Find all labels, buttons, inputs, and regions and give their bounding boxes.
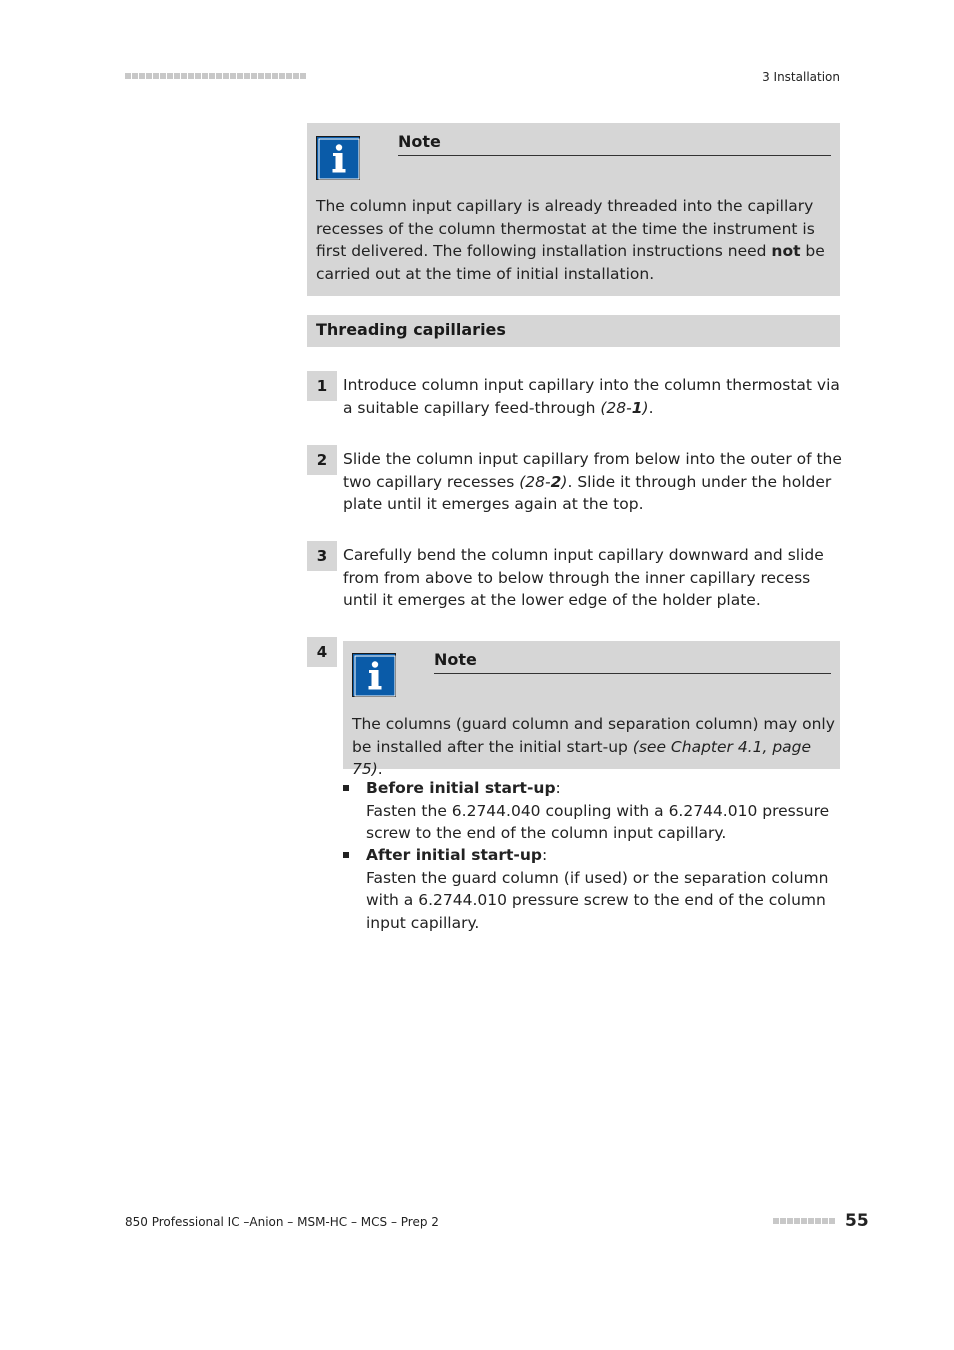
section-title: Threading capillaries [316,320,506,339]
step-number-2: 2 [307,445,337,475]
info-icon [352,653,396,697]
note-title-rule [434,673,831,674]
note-text: The column input capillary is already threaded into the capillary recesses of the column thermostat at the time the instrument is first delivered. The following installation instructions need not be carried out at the time of initial installation. [316,197,825,283]
bullet-item-after-startup: After initial start-up: Fasten the guard column (if used) or the separation column with a 6.2744.010 pressure screw to the end of the column input capillary. [366,846,829,932]
bullet-item-before-startup: Before initial start-up: Fasten the 6.2744.040 coupling with a 6.2744.010 pressure screw to the end of the column input capillary. [366,779,830,842]
note-text: The columns (guard column and separation column) may only be installed after the initial start-up (see Chapter 4.1, page 75). [352,715,835,778]
page-number: 55 [845,1211,869,1231]
footer-doc-title: 850 Professional IC –Anion – MSM-HC – MCS – Prep 2 [125,1215,439,1229]
section-heading-bar [307,315,840,347]
step-text-2: Slide the column input capillary from below into the outer of the two capillary recesses (28-2). Slide it through under the holder plate until it emerges again at the top. [343,450,842,513]
step-number-4: 4 [307,637,337,667]
header-section-label: 3 Installation [762,70,840,84]
step-number-3: 3 [307,541,337,571]
note-title-rule [398,155,831,156]
note-box-1 [307,123,840,296]
step-number-1: 1 [307,371,337,401]
footer-decoration [773,1218,835,1224]
step-text-1: Introduce column input capillary into the column thermostat via a suitable capillary feed-through (28-1). [343,376,840,417]
header-decoration [125,73,306,79]
note-title: Note [398,132,441,151]
info-icon [316,136,360,180]
note-title: Note [434,650,477,669]
bullet-marker [343,852,349,858]
bullet-marker [343,785,349,791]
note-box-2 [343,641,840,778]
step-text-3: Carefully bend the column input capillary downward and slide from from above to below through the inner capillary recess until it emerges at the lower edge of the holder plate. [343,546,824,609]
